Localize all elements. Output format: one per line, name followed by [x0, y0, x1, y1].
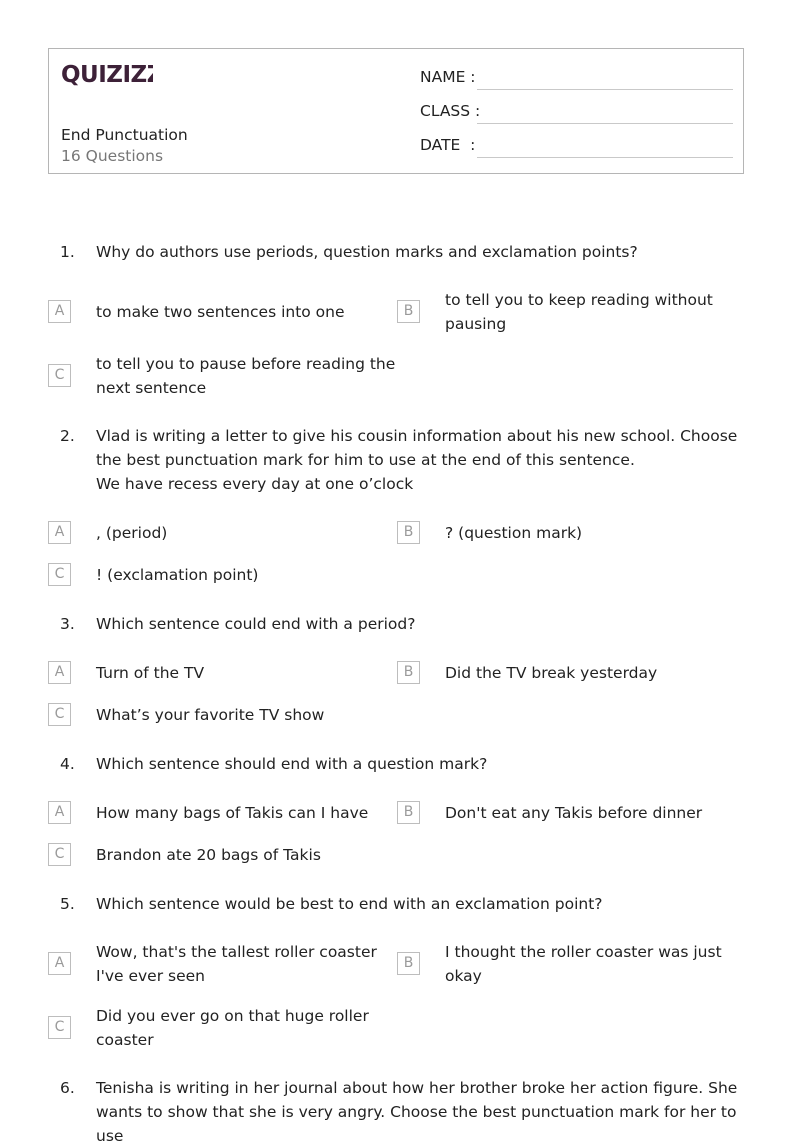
option-c-box[interactable]: C: [48, 1016, 71, 1039]
option-b-text: Did the TV break yesterday: [445, 664, 658, 682]
question-number: 6.: [60, 1079, 75, 1097]
question-sentence: We have recess every day at one o’clock: [96, 475, 414, 493]
option-c-text: ! (exclamation point): [96, 566, 259, 584]
option-b-text: ? (question mark): [445, 524, 583, 542]
option-b-text: Don't eat any Takis before dinner: [445, 804, 703, 822]
question-number: 2.: [60, 427, 75, 445]
option-c-box[interactable]: C: [48, 843, 71, 866]
question-number: 1.: [60, 243, 75, 261]
option-a-text: Turn of the TV: [96, 664, 205, 682]
option-c-box[interactable]: C: [48, 703, 71, 726]
option-b-box[interactable]: B: [397, 300, 420, 323]
date-line[interactable]: [477, 157, 733, 158]
option-c-box[interactable]: C: [48, 364, 71, 387]
option-a-text: , (period): [96, 524, 168, 542]
question-text: Which sentence would be best to end with an exclamation point?: [96, 895, 603, 913]
option-c-text: Brandon ate 20 bags of Takis: [96, 846, 321, 864]
question-text: Tenisha is writing in her journal about how her brother broke her action figure. She wants to show that she is very angry. Choose the best punctuation mark for her to use: [96, 1079, 738, 1145]
option-a-box[interactable]: A: [48, 801, 71, 824]
option-b-text: I thought the roller coaster was just okay: [445, 943, 722, 985]
name-line[interactable]: [477, 89, 733, 90]
option-c-text: Did you ever go on that huge roller coaster: [96, 1007, 369, 1049]
question-count: 16 Questions: [61, 147, 164, 165]
svg-text:QUIZIZZ: QUIZIZZ: [61, 62, 153, 87]
option-a-text: Wow, that's the tallest roller coaster I've ever seen: [96, 943, 377, 985]
option-c-text: What’s your favorite TV show: [96, 706, 325, 724]
option-c-box[interactable]: C: [48, 563, 71, 586]
question-text: Why do authors use periods, question marks and exclamation points?: [96, 243, 638, 261]
quizizz-logo: [61, 59, 153, 91]
option-b-text: to tell you to keep reading without pausing: [445, 291, 713, 333]
worksheet-header: [48, 48, 744, 174]
question-text: Vlad is writing a letter to give his cousin information about his new school. Choose the best punctuation mark for him to use at the end of this sentence.: [96, 427, 738, 469]
option-a-box[interactable]: A: [48, 300, 71, 323]
worksheet-title: End Punctuation: [61, 126, 188, 144]
question-text: Which sentence could end with a period?: [96, 615, 416, 633]
date-label: DATE :: [420, 136, 476, 154]
question-text: Which sentence should end with a question mark?: [96, 755, 488, 773]
option-a-text: How many bags of Takis can I have: [96, 804, 369, 822]
question-number: 4.: [60, 755, 75, 773]
option-b-box[interactable]: B: [397, 661, 420, 684]
class-label: CLASS :: [420, 102, 481, 120]
option-b-box[interactable]: B: [397, 521, 420, 544]
option-a-text: to make two sentences into one: [96, 303, 345, 321]
class-line[interactable]: [477, 123, 733, 124]
option-b-box[interactable]: B: [397, 952, 420, 975]
question-number: 5.: [60, 895, 75, 913]
option-a-box[interactable]: A: [48, 661, 71, 684]
option-c-text: to tell you to pause before reading the next sentence: [96, 355, 396, 397]
option-a-box[interactable]: A: [48, 521, 71, 544]
option-a-box[interactable]: A: [48, 952, 71, 975]
option-b-box[interactable]: B: [397, 801, 420, 824]
question-number: 3.: [60, 615, 75, 633]
name-label: NAME :: [420, 68, 476, 86]
